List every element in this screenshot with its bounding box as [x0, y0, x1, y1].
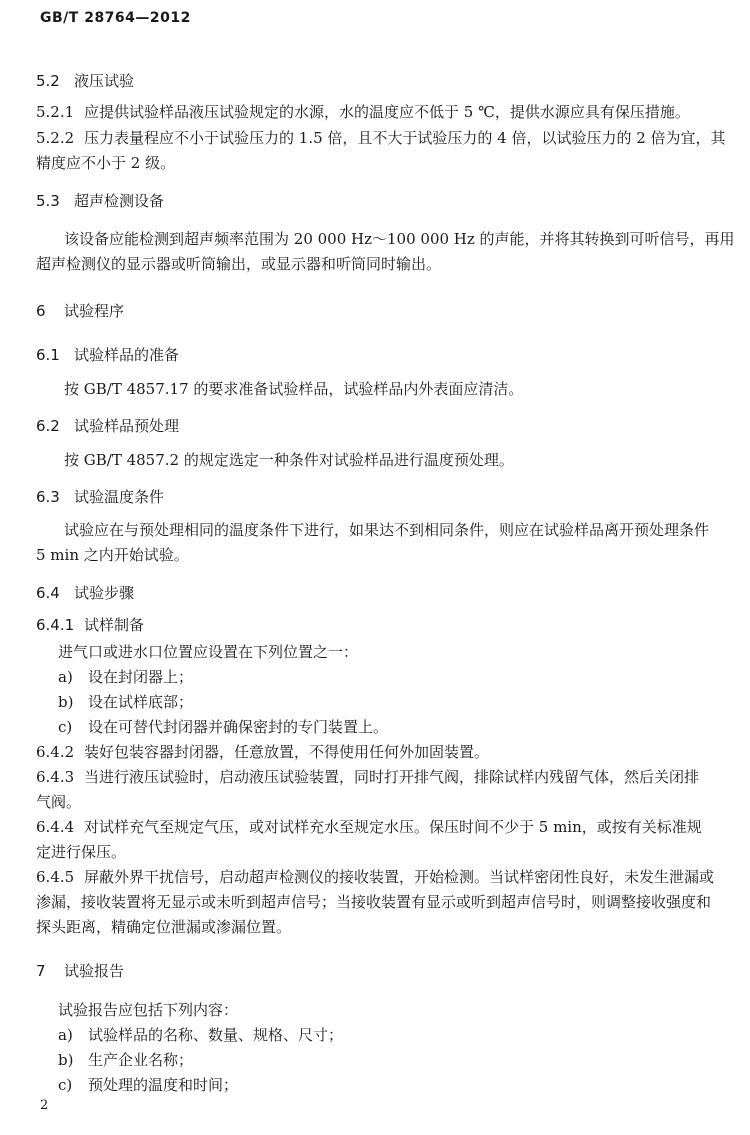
list-item: b) 生产企业名称；	[58, 1051, 194, 1069]
clause-6-4-4-cont: 定进行保压。	[36, 843, 127, 861]
clause-6-4-1-heading: 6.4.1 试样制备	[36, 616, 145, 634]
list-item: c) 预处理的温度和时间；	[58, 1076, 239, 1094]
list-item: c) 设在可替代封闭器并确保密封的专门装置上。	[58, 718, 389, 736]
clause-5-2-2-cont: 精度应不小于 2 级。	[36, 154, 176, 172]
clause-5-2-2: 5.2.2 压力表量程应不小于试验压力的 1.5 倍，且不大于试验压力的 4 倍，以试验压力的 2 倍为宜，其	[36, 129, 726, 147]
clause-6-4-4: 6.4.4 对试样充气至规定气压，或对试样充水至规定水压。保压时间不少于 5 min，或按有关标准规	[36, 818, 702, 836]
clause-6-4-2: 6.4.2 装好包装容器封闭器，任意放置，不得使用任何外加固装置。	[36, 743, 490, 761]
section-7-intro: 试验报告应包括下列内容：	[58, 1001, 239, 1019]
clause-6-4-3-cont: 气阀。	[36, 793, 82, 811]
clause-6-4-5: 6.4.5 屏蔽外界干扰信号，启动超声检测仪的接收装置，开始检测。当试样密闭性良好，未发生泄漏或	[36, 868, 715, 886]
standard-code-header: GB/T 28764—2012	[40, 10, 191, 26]
section-6-2-heading: 6.2 试验样品预处理	[36, 417, 180, 435]
section-6-1-text: 按 GB/T 4857.17 的要求准备试验样品，试验样品内外表面应清洁。	[64, 380, 524, 398]
page-number: 2	[40, 1098, 49, 1113]
section-6-1-heading: 6.1 试验样品的准备	[36, 346, 180, 364]
clause-6-4-1-intro: 进气口或进水口位置应设置在下列位置之一：	[58, 643, 359, 661]
section-5-3-text-2: 超声检测仪的显示器或听筒输出，或显示器和听筒同时输出。	[36, 255, 442, 273]
section-6-3-text-2: 5 min 之内开始试验。	[36, 546, 189, 564]
section-7-heading: 7 试验报告	[36, 962, 125, 980]
list-item: a) 试验样品的名称、数量、规格、尺寸；	[58, 1026, 344, 1044]
list-item: a) 设在封闭器上；	[58, 668, 194, 686]
clause-6-4-3: 6.4.3 当进行液压试验时，启动液压试验装置，同时打开排气阀，排除试样内残留气体，然后关闭排	[36, 768, 700, 786]
section-5-3-heading: 5.3 超声检测设备	[36, 192, 165, 210]
section-5-2-heading: 5.2 液压试验	[36, 72, 135, 90]
section-6-4-heading: 6.4 试验步骤	[36, 584, 135, 602]
clause-5-2-1: 5.2.1 应提供试验样品液压试验规定的水源，水的温度应不低于 5 ℃，提供水源应具有保压措施。	[36, 103, 690, 121]
section-6-2-text: 按 GB/T 4857.2 的规定选定一种条件对试验样品进行温度预处理。	[64, 451, 514, 469]
section-5-3-text-1: 该设备应能检测到超声频率范围为 20 000 Hz～100 000 Hz 的声能，并将其转换到可听信号，再用	[64, 230, 735, 248]
section-6-3-heading: 6.3 试验温度条件	[36, 488, 165, 506]
clause-6-4-5-cont-2: 探头距离，精确定位泄漏或渗漏位置。	[36, 918, 292, 936]
section-6-heading: 6 试验程序	[36, 302, 125, 320]
list-item: b) 设在试样底部；	[58, 693, 194, 711]
clause-6-4-5-cont-1: 渗漏，接收装置将无显示或未听到超声信号；当接收装置有显示或听到超声信号时，则调整接收强度和	[36, 893, 712, 911]
section-6-3-text-1: 试验应在与预处理相同的温度条件下进行，如果达不到相同条件，则应在试验样品离开预处理条件	[64, 521, 710, 539]
